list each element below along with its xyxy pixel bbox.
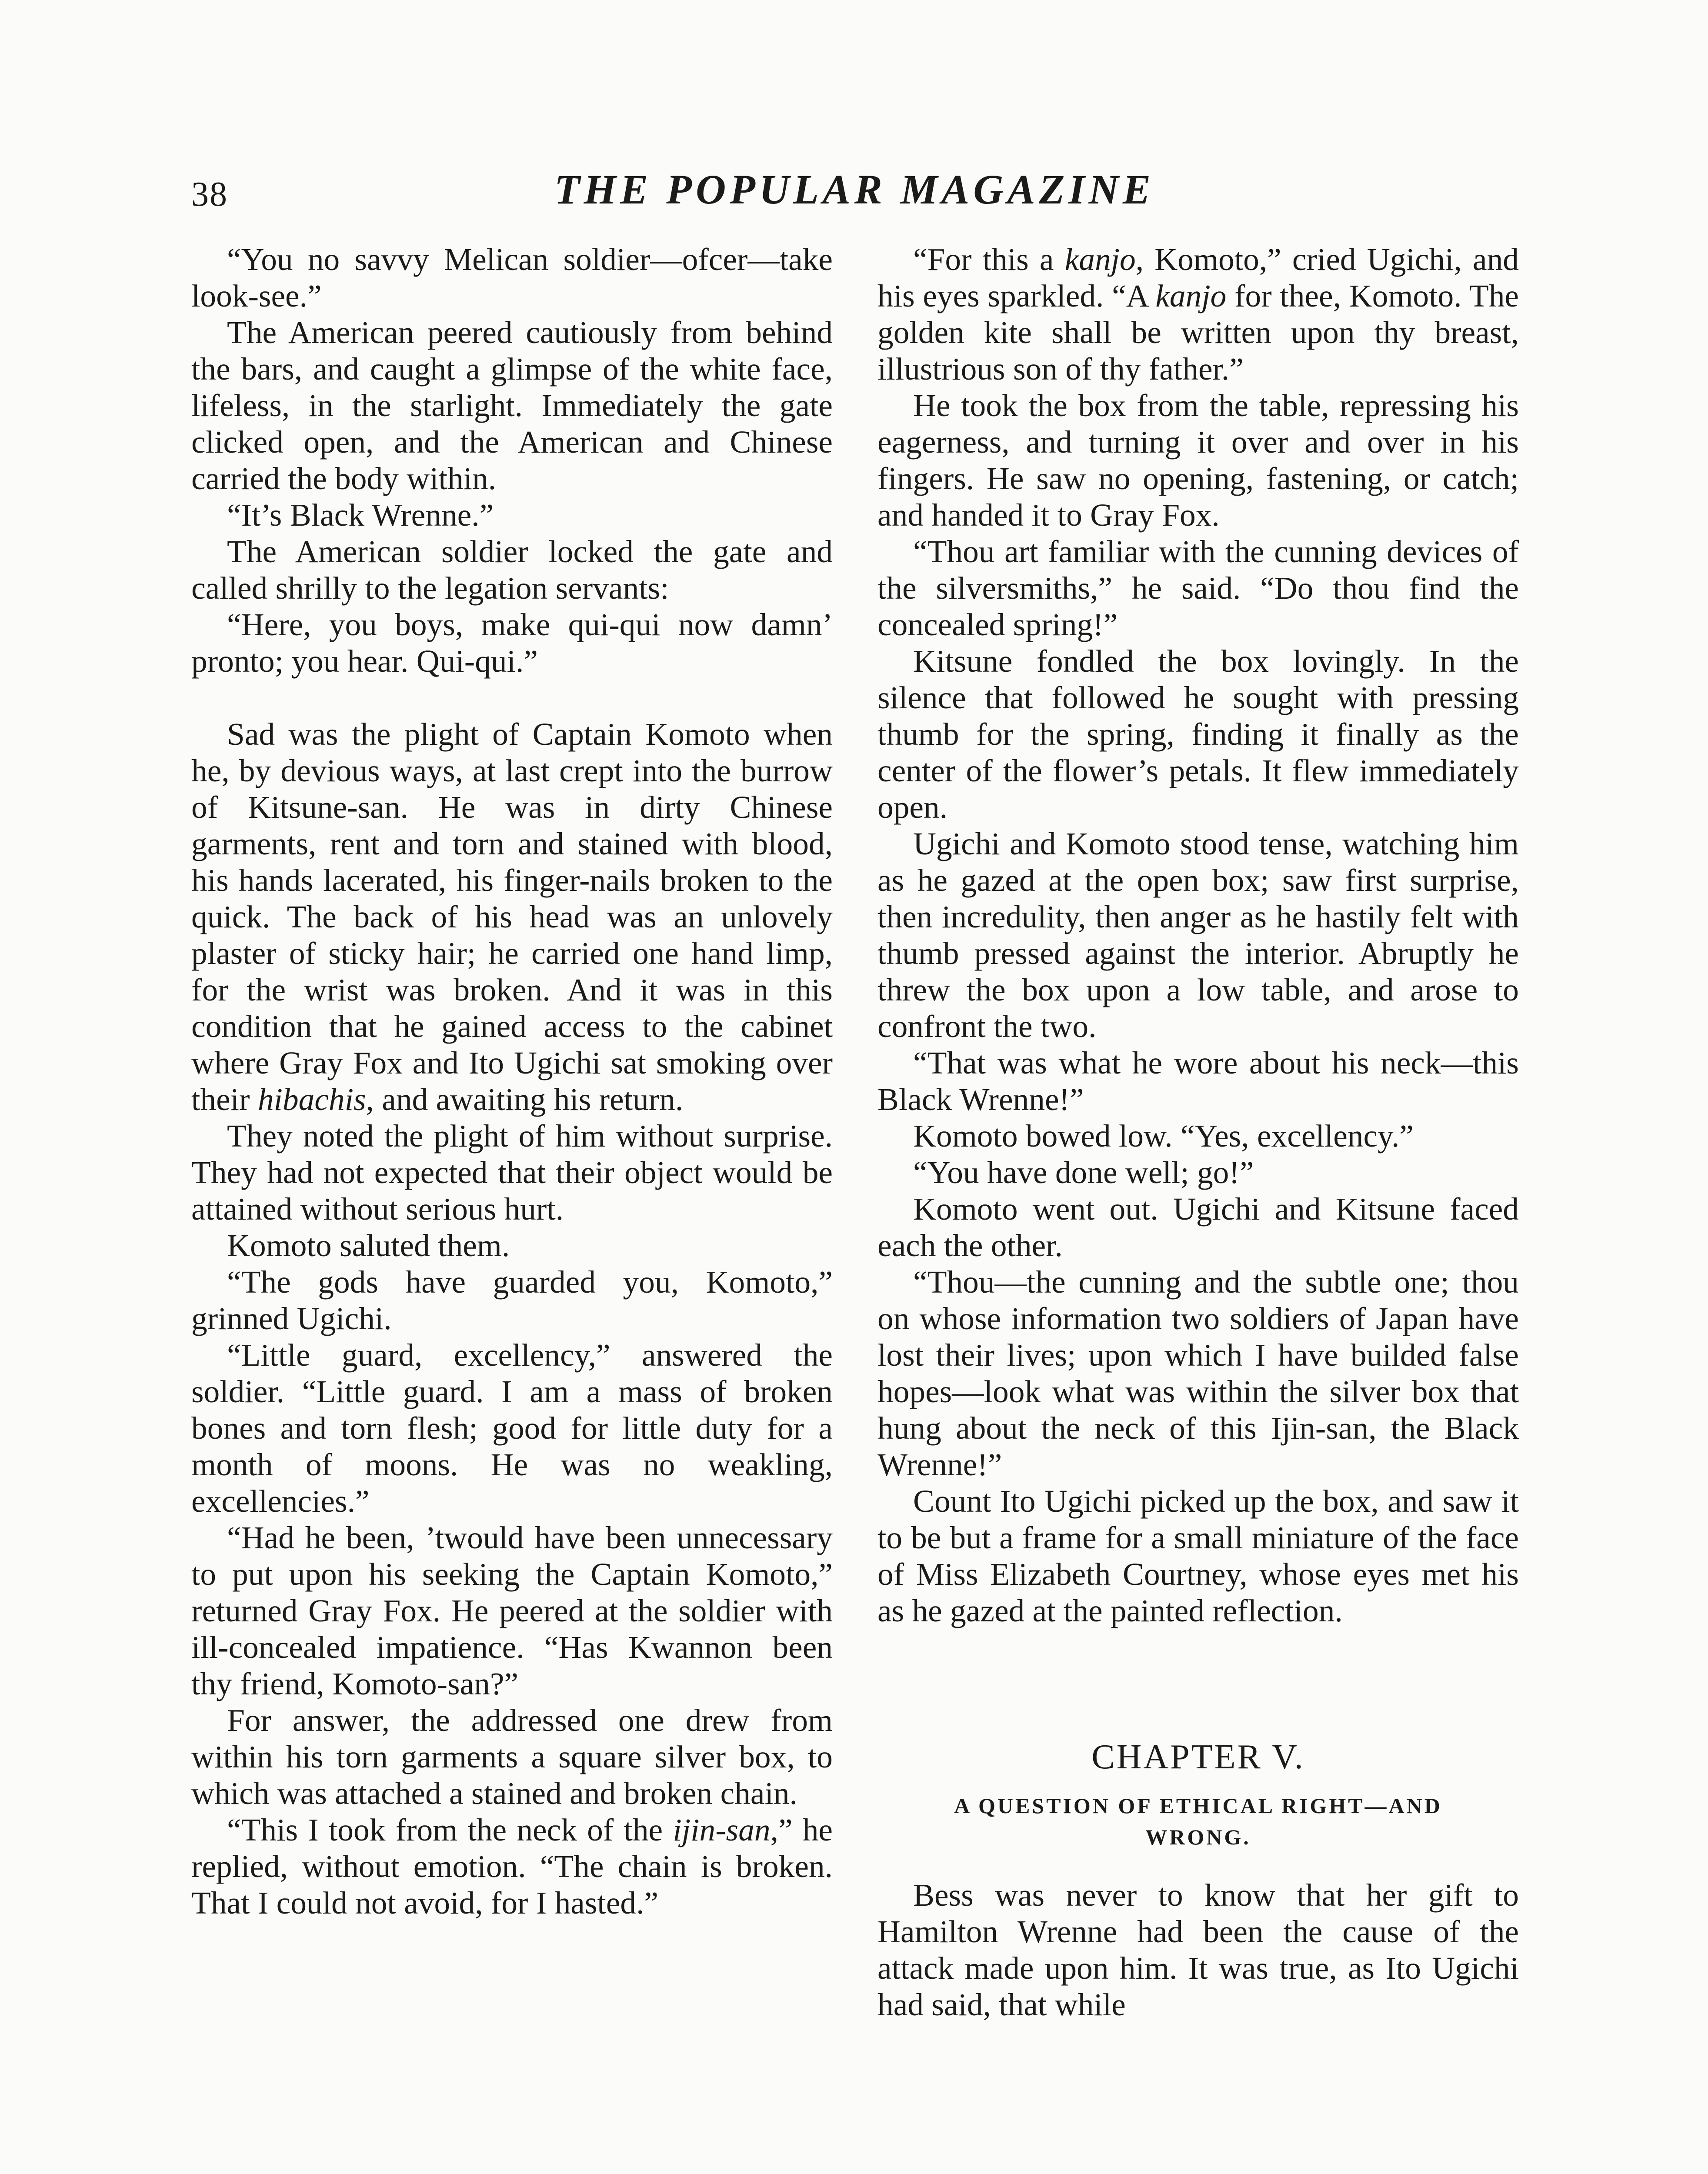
paragraph: “Here, you boys, make qui-qui now damn’ pronto; you hear. Qui-qui.” [191, 607, 833, 679]
page-header [191, 165, 1518, 217]
paragraph: Sad was the plight of Captain Komoto when he, by devious ways, at last crept into the burrow of Kitsune-san. He was in dirty Chinese garments, rent and torn and stained with blood, his hands lacerated, his finger-nails broken to the quick. The back of his head was an unlovely plaster of sticky hair; he carried one hand limp, for the wrist was broken. And it was in this condition that he gained access to the cabinet where Gray Fox and Ito Ugichi sat smoking over their hibachis, and awaiting his return. [191, 717, 833, 1117]
chapter-subtitle-line: A QUESTION OF ETHICAL RIGHT—AND [954, 1794, 1442, 1818]
left-column [191, 241, 833, 1921]
paragraph: “You have done well; go!” [913, 1155, 1254, 1190]
magazine-title: THE POPULAR MAGAZINE [554, 166, 1155, 213]
page-number: 38 [191, 175, 228, 213]
paragraph: For answer, the addressed one drew from within his torn garments a square silver box, to which was attached a stained and broken chain. [191, 1703, 833, 1811]
paragraph: “It’s Black Wrenne.” [227, 497, 494, 533]
paragraph: The American soldier locked the gate and called shrilly to the legation servants: [191, 534, 833, 606]
paragraph: Komoto bowed low. “Yes, excellency.” [913, 1118, 1414, 1154]
paragraph: “Thou art familiar with the cunning devices of the silversmiths,” he said. “Do thou find the concealed spring!” [877, 534, 1519, 642]
paragraph: Komoto saluted them. [227, 1228, 510, 1263]
paragraph: “This I took from the neck of the ijin-san,” he replied, without emotion. “The chain is broken. That I could not avoid, for I hasted.” [191, 1812, 833, 1921]
paragraph: “You no savvy Melican soldier—ofcer—take look-see.” [191, 242, 833, 313]
chapter-opening-paragraph: Bess was never to know that her gift to Hamilton Wrenne had been the cause of the attack made upon him. It was true, as Ito Ugichi had said, that while [877, 1877, 1519, 2022]
chapter-heading: CHAPTER V. [1091, 1738, 1305, 1776]
paragraph: Komoto went out. Ugichi and Kitsune faced each the other. [877, 1191, 1519, 1263]
right-column [877, 241, 1519, 2023]
paragraph: They noted the plight of him without surprise. They had not expected that their object would be attained without serious hurt. [191, 1118, 833, 1227]
paragraph: “Thou—the cunning and the subtle one; thou on whose information two soldiers of Japan have lost their lives; upon which I have builded false hopes—look what was within the silver box that hung about the neck of this Ijin-san, the Black Wrenne!” [877, 1264, 1519, 1482]
paragraph: Ugichi and Komoto stood tense, watching him as he gazed at the open box; saw first surprise, then incredulity, then anger as he hastily felt with thumb pressed against the interior. Abruptly he threw the box upon a low table, and arose to confront the two. [877, 826, 1519, 1044]
paragraph: Count Ito Ugichi picked up the box, and saw it to be but a frame for a small miniature of the face of Miss Elizabeth Courtney, whose eyes met his as he gazed at the painted reflection. [877, 1484, 1519, 1628]
chapter-subtitle [877, 1790, 1519, 1853]
paragraph: “That was what he wore about his neck—this Black Wrenne!” [877, 1045, 1519, 1117]
right-column-paragraphs [877, 241, 1519, 1629]
paragraph: “For this a kanjo, Komoto,” cried Ugichi, and his eyes sparkled. “A kanjo for thee, Komoto. The golden kite shall be written upon thy breast, illustrious son of thy father.” [877, 242, 1519, 387]
paragraph: The American peered cautiously from behind the bars, and caught a glimpse of the white face, lifeless, in the starlight. Immediately the gate clicked open, and the American and Chinese carried the body within. [191, 315, 833, 496]
paragraph: “The gods have guarded you, Komoto,” grinned Ugichi. [191, 1264, 833, 1336]
paragraph: “Little guard, excellency,” answered the soldier. “Little guard. I am a mass of broken bones and torn flesh; good for little duty for a month of moons. He was no weakling, excellencies.” [191, 1337, 833, 1519]
paragraph: “Had he been, ’twould have been unnecessary to put upon his seeking the Captain Komoto,” returned Gray Fox. He peered at the soldier with ill-concealed impatience. “Has Kwannon been thy friend, Komoto-san?” [191, 1520, 833, 1701]
paragraph: Kitsune fondled the box lovingly. In the silence that followed he sought with pressing thumb for the spring, finding it finally as the center of the flower’s petals. It flew immediately open. [877, 644, 1519, 825]
chapter-subtitle-line: WRONG. [1145, 1825, 1251, 1849]
paragraph: He took the box from the table, repressing his eagerness, and turning it over and over in his fingers. He saw no opening, fastening, or catch; and handed it to Gray Fox. [877, 388, 1519, 533]
